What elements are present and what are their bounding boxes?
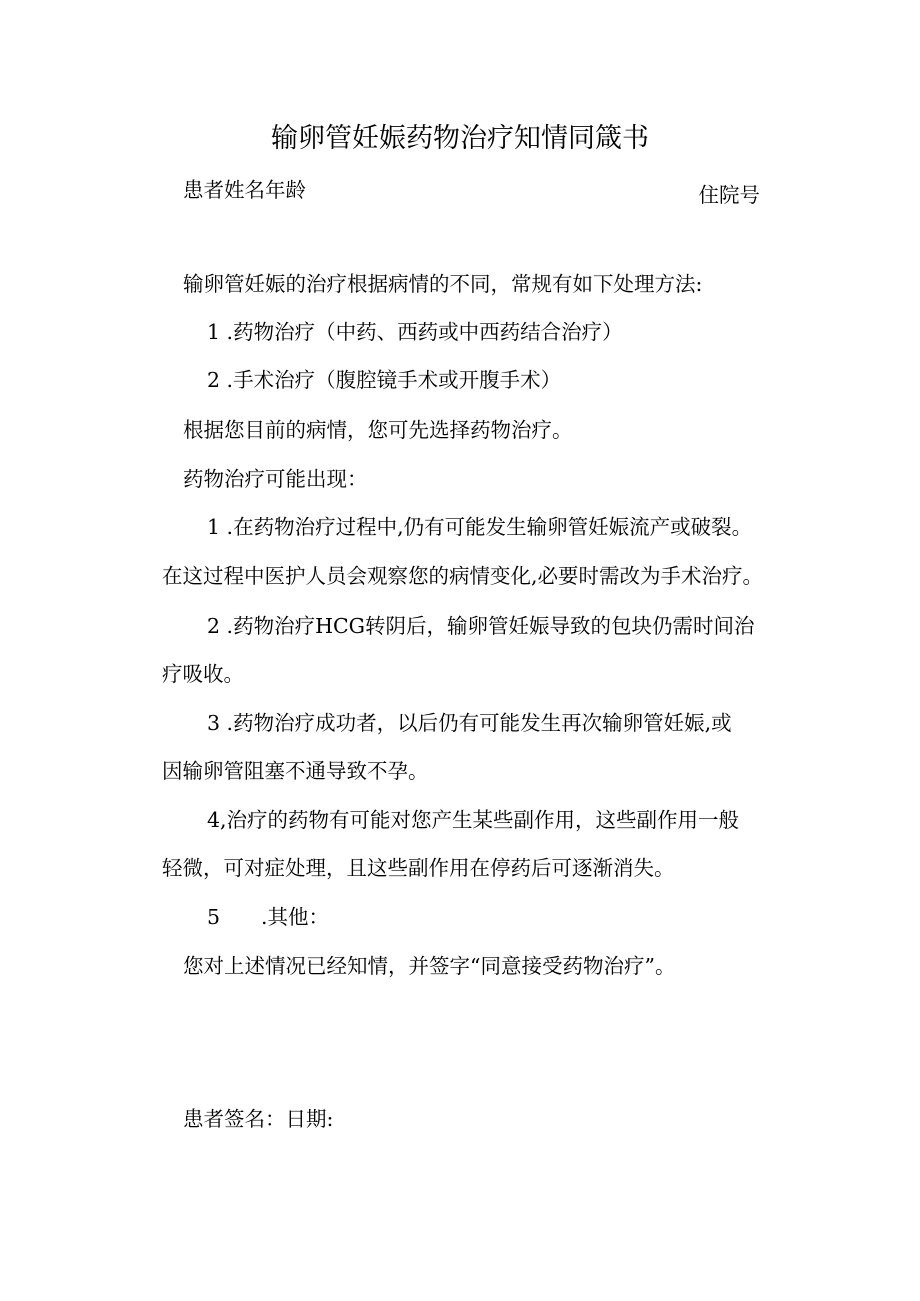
signature-line: 患者签名：日期: bbox=[183, 1107, 334, 1131]
method-item-1: 1 .药物治疗（中药、西药或中西药结合治疗） bbox=[207, 320, 623, 344]
risks-heading: 药物治疗可能出现： bbox=[183, 467, 368, 491]
recommendation-paragraph: 根据您目前的病情，您可先选择药物治疗。 bbox=[183, 418, 573, 442]
intro-paragraph: 输卵管妊娠的治疗根据病情的不同，常规有如下处理方法: bbox=[183, 272, 703, 296]
document-title: 输卵管妊娠药物治疗知情同箴书 bbox=[271, 123, 649, 154]
risk-line-4-continued: 轻微，可对症处理，且这些副作用在停药后可逐渐消失。 bbox=[162, 856, 675, 880]
patient-info-field: 患者姓名年龄 bbox=[183, 178, 306, 202]
method-item-2: 2 .手术治疗（腹腔镜手术或开腹手术） bbox=[207, 368, 562, 392]
risk-line-4: 4,治疗的药物有可能对您产生某些副作用，这些副作用一般 bbox=[207, 808, 740, 832]
hospital-number-field: 住院号 bbox=[698, 183, 760, 207]
risk-line-2-continued: 疗吸收。 bbox=[162, 662, 244, 686]
risk-line-3: 3 .药物治疗成功者，以后仍有可能发生再次输卵管妊娠,或 bbox=[207, 711, 732, 735]
risk-line-2: 2 .药物治疗HCG转阴后，输卵管妊娠导致的包块仍需时间治 bbox=[207, 614, 755, 638]
risk-line-1: 1 .在药物治疗过程中,仍有可能发生输卵管妊娠流产或破裂。 bbox=[207, 515, 753, 539]
consent-statement: 您对上述情况已经知情，并签字“同意接受药物治疗”。 bbox=[183, 954, 676, 978]
risk-line-3-continued: 因输卵管阻塞不通导致不孕。 bbox=[162, 759, 429, 783]
risk-line-1-continued: 在这过程中医护人员会观察您的病情变化,必要时需改为手术治疗。 bbox=[162, 564, 764, 588]
risk-line-5: 5 .其他： bbox=[207, 905, 330, 929]
